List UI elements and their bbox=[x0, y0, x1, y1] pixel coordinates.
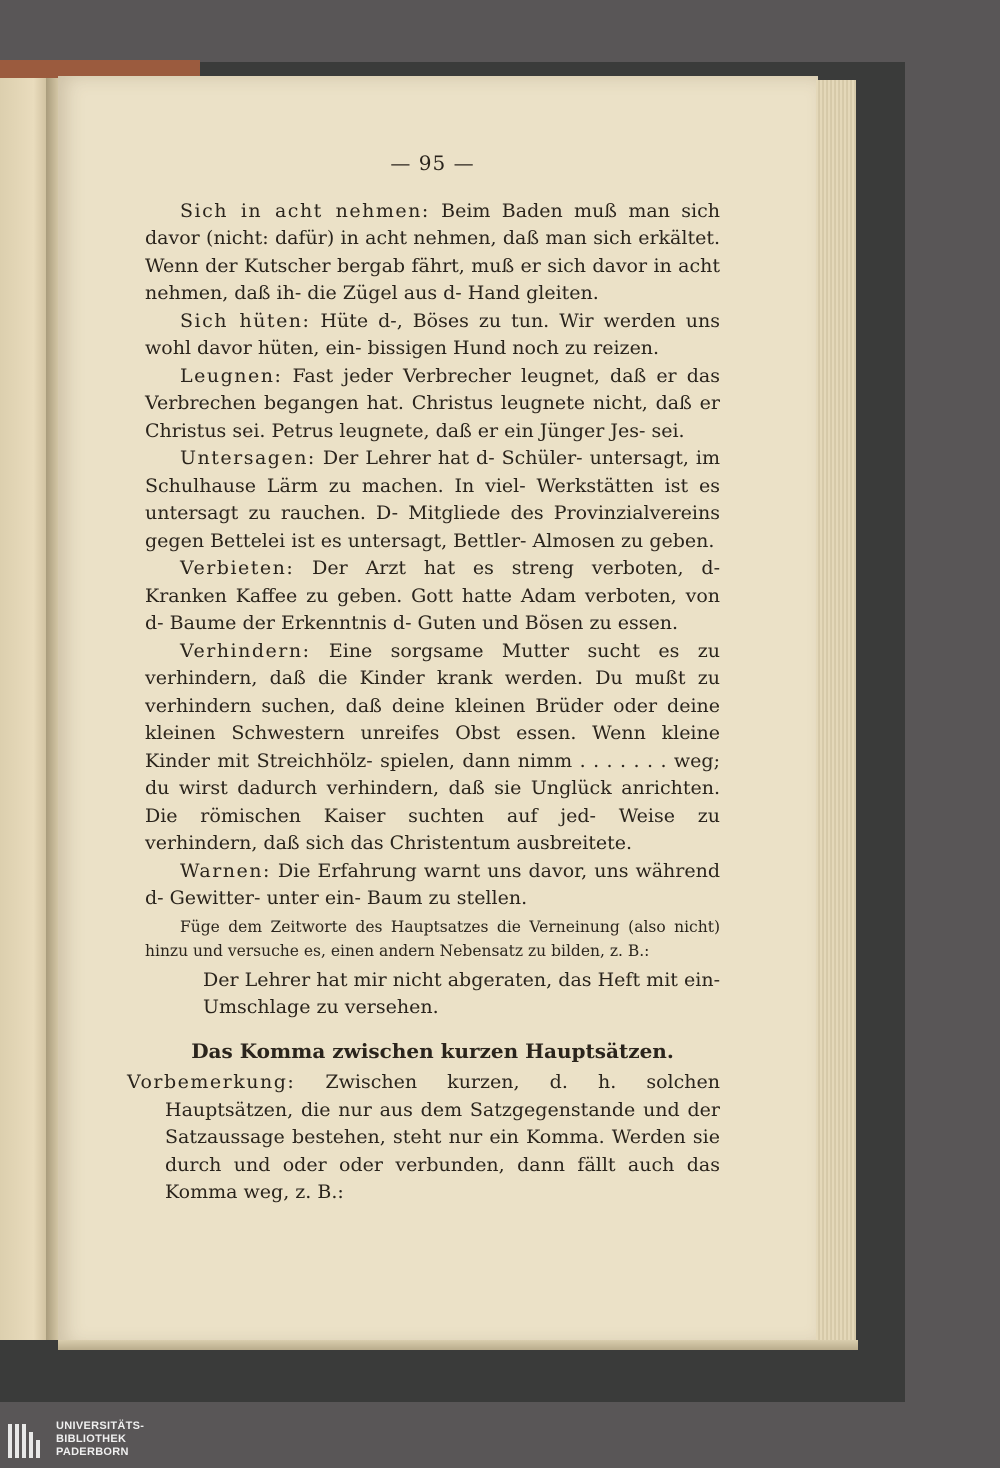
logo-line: BIBLIOTHEK bbox=[56, 1433, 127, 1445]
paragraph-leugnen bbox=[145, 363, 720, 446]
paragraph-text: Hüte d-, Böses zu tun. Wir werden uns wohl davor hüten, ein- bissigen Hund noch zu reizen. bbox=[145, 309, 720, 359]
library-logo-icon bbox=[6, 1420, 48, 1462]
paragraph-text: Eine sorgsame Mutter sucht es zu verhindern, daß die Kinder krank werden. Du mußt zu verhindern suchen, daß deine kleinen Brüder oder deine kleinen Schwestern unreifes Obst essen. Wenn kleine Kinder mit Streichhölz- spielen, dann nimm . . . . . . . weg; du wirst dadurch verhindern, daß sie Unglück anrichten. Die römischen Kaiser suchten auf jed- Weise zu verhindern, daß sich das Christentum ausbreitete. bbox=[145, 639, 720, 854]
page-number: — 95 — bbox=[390, 151, 475, 175]
term: Sich hüten: bbox=[180, 309, 311, 332]
left-page-edge bbox=[0, 78, 48, 1340]
paragraph-text: Die Erfahrung warnt uns davor, uns während d- Gewitter- unter ein- Baum zu stellen. bbox=[145, 859, 720, 909]
paragraph-text: Beim Baden muß man sich davor (nicht: dafür) in acht nehmen, daß man sich erkältet. Wenn der Kutscher bergab fährt, muß er sich davor in acht nehmen, daß ih- die Zügel aus d- Hand gleiten. bbox=[145, 199, 720, 304]
exercise-instruction: Füge dem Zeitworte des Hauptsatzes die Verneinung (also nicht) hinzu und versuche es, einen andern Nebensatz zu bilden, z. B.: bbox=[145, 917, 720, 960]
term: Untersagen: bbox=[180, 447, 316, 469]
paragraph-text: Der Lehrer hat d- Schüler- untersagt, im Schulhause Lärm zu machen. In viel- Werkstätten ist es untersagt zu rauchen. D- Mitgliede des Provinzialvereins gegen Bettelei ist es untersagt, Bettler- Almosen zu geben. bbox=[145, 447, 720, 552]
paragraph-text: Fast jeder Verbrecher leugnet, daß er das Verbrechen begangen hat. Christus leugnete nicht, daß er Christus sei. Petrus leugnete, daß er ein Jünger Jes- sei. bbox=[145, 364, 720, 442]
paragraph-warnen bbox=[145, 858, 720, 913]
logo-line: PADERBORN bbox=[56, 1446, 129, 1458]
term: Sich in acht nehmen: bbox=[180, 199, 430, 222]
term: Leugnen: bbox=[180, 364, 283, 387]
paragraph-untersagen bbox=[145, 445, 720, 555]
paragraph-text: Der Arzt hat es streng verboten, d- Kranken Kaffee zu geben. Gott hatte Adam verboten, von d- Baume der Erkenntnis d- Guten und Bösen zu essen. bbox=[145, 557, 720, 634]
section-title: Das Komma zwischen kurzen Hauptsätzen. bbox=[191, 1038, 674, 1063]
paragraph-sich-in-acht-nehmen bbox=[145, 198, 720, 308]
page-stack-bottom bbox=[58, 1340, 858, 1350]
preliminary-note bbox=[127, 1069, 720, 1207]
library-logo bbox=[6, 1420, 176, 1462]
exercise-example: Der Lehrer hat mir nicht abgeraten, das Heft mit ein- Umschlage zu versehen. bbox=[203, 968, 720, 1018]
paragraph-verhindern bbox=[145, 638, 720, 858]
note-text: Zwischen kurzen, d. h. solchen Hauptsätzen, die nur aus dem Satzgegenstande und der Satzaussage bestehen, steht nur ein Komma. Werden sie durch und oder oder verbunden, dann fällt auch das Komma weg, z. B.: bbox=[165, 1071, 720, 1203]
term: Verbieten: bbox=[180, 557, 295, 579]
page-stack-edge bbox=[816, 80, 856, 1342]
paragraph-verbieten bbox=[145, 555, 720, 638]
paragraph-sich-hueten bbox=[145, 308, 720, 363]
note-term: Vorbemerkung: bbox=[127, 1071, 296, 1093]
page-content bbox=[127, 150, 720, 1207]
term: Warnen: bbox=[180, 859, 271, 882]
term: Verhindern: bbox=[180, 639, 311, 662]
library-logo-text bbox=[56, 1420, 144, 1459]
logo-line: UNIVERSITÄTS- bbox=[56, 1420, 145, 1432]
